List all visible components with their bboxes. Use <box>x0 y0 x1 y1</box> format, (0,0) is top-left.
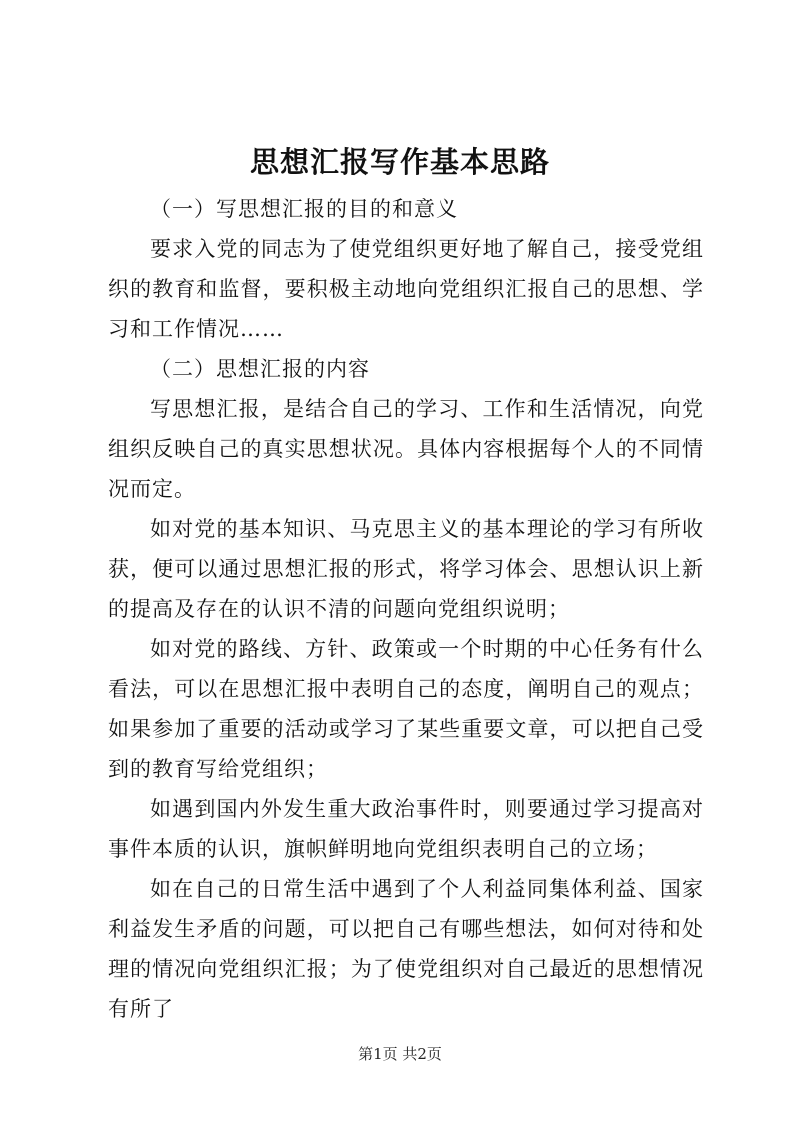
paragraph-theory-study: 如对党的基本知识、马克思主义的基本理论的学习有所收获，便可以通过思想汇报的形式，将学习体会、思想认识上新的提高及存在的认识不清的问题向党组织说明； <box>108 517 704 621</box>
section-heading-purpose: （一）写思想汇报的目的和意义 <box>150 197 458 221</box>
page-number-footer: 第1页 共2页 <box>358 1045 442 1063</box>
paragraph-purpose: 要求入党的同志为了使党组织更好地了解自己，接受党组织的教育和监督，要积极主动地向党组织汇报自己的思想、学习和工作情况…… <box>108 237 704 341</box>
paragraph-content-intro: 写思想汇报，是结合自己的学习、工作和生活情况，向党组织反映自己的真实思想状况。具体内容根据每个人的不同情况而定。 <box>108 397 704 501</box>
paragraph-political-events: 如遇到国内外发生重大政治事件时，则要通过学习提高对事件本质的认识，旗帜鲜明地向党组织表明自己的立场； <box>108 797 704 861</box>
paragraph-personal-interest: 如在自己的日常生活中遇到了个人利益同集体利益、国家利益发生矛盾的问题，可以把自己有哪些想法，如何对待和处理的情况向党组织汇报；为了使党组织对自己最近的思想情况有所了 <box>108 877 704 1021</box>
document-body <box>108 189 704 1029</box>
section-heading-content: （二）思想汇报的内容 <box>150 357 370 381</box>
document-title: 思想汇报写作基本思路 <box>249 145 550 179</box>
paragraph-party-line: 如对党的路线、方针、政策或一个时期的中心任务有什么看法，可以在思想汇报中表明自己的态度，阐明自己的观点；如果参加了重要的活动或学习了某些重要文章，可以把自己受到的教育写给党组织； <box>108 637 704 781</box>
